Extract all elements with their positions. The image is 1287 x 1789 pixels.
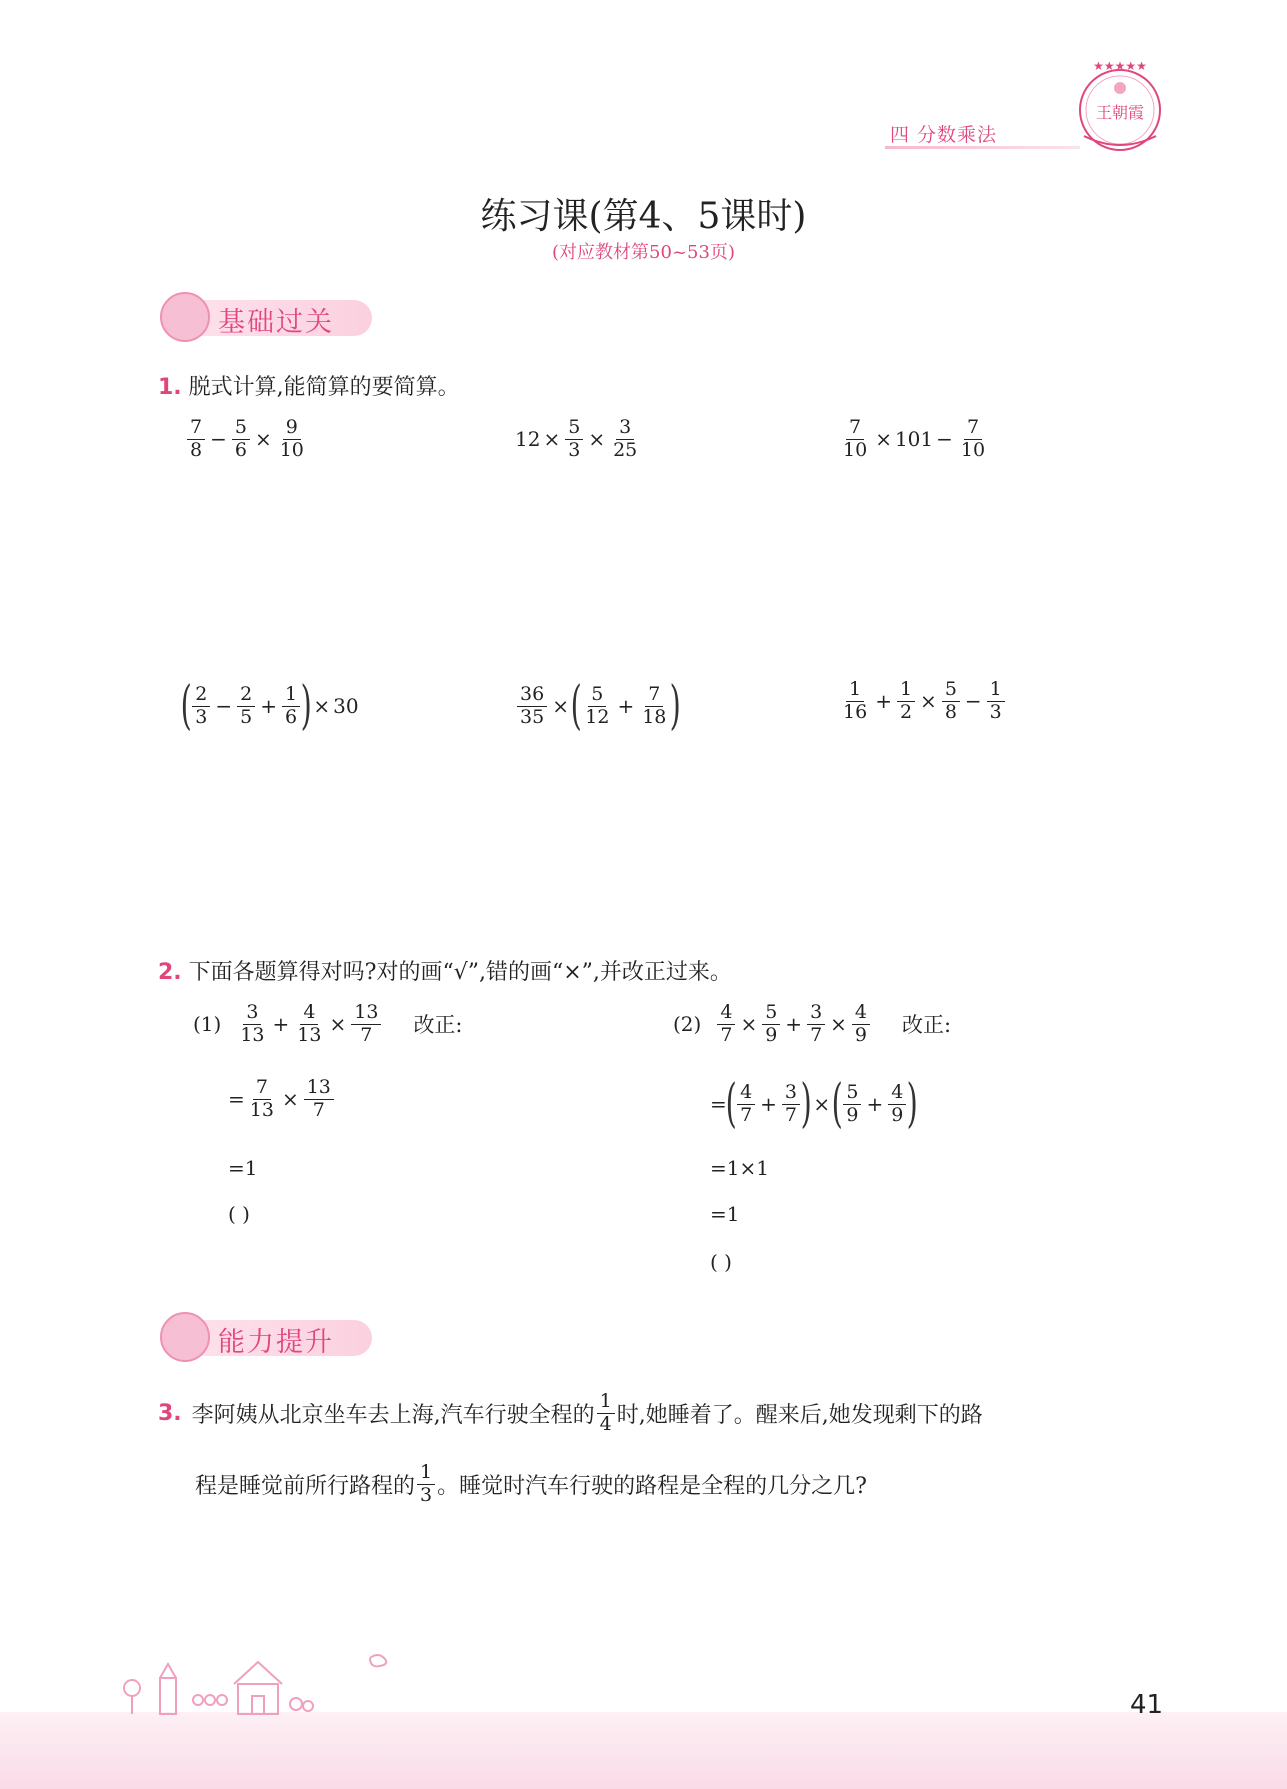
page-number: 41 xyxy=(1130,1690,1164,1720)
expression-1e: $\frac{36}{35}$ × ( $\frac{5}{12}$ + $\frac{7}{18}$ ) xyxy=(515,680,680,732)
fraction: $\frac{1}{3}$ xyxy=(987,680,1005,723)
part-label: (1) xyxy=(193,1012,222,1037)
expression-1a: $\frac{7}{8}$ − $\frac{5}{6}$ × $\frac{9}{10}$ xyxy=(185,418,309,461)
page-subtitle: (对应教材第50~53页) xyxy=(552,242,735,263)
svg-text:★★★★★: ★★★★★ xyxy=(1093,59,1147,73)
question-1 xyxy=(158,370,460,401)
q2-part2-step3: =1 xyxy=(710,1202,740,1226)
fraction: $\frac{2}{5}$ xyxy=(237,685,255,728)
svg-text:王朝霞: 王朝霞 xyxy=(1095,103,1145,122)
fraction: $\frac{3}{7}$ xyxy=(782,1083,800,1126)
question-2 xyxy=(158,955,732,986)
fraction: $\frac{4}{9}$ xyxy=(852,1003,870,1046)
fraction: $\frac{7}{10}$ xyxy=(843,416,868,461)
q2-part2-step2: =1×1 xyxy=(710,1156,769,1180)
q2-part1-expression: (1) $\frac{3}{13}$ + $\frac{4}{13}$ × $\frac{13}{7}$ 改正: xyxy=(193,1001,463,1046)
expression-1b: 12 × $\frac{5}{3}$ × $\frac{3}{25}$ xyxy=(515,418,642,461)
q2-part1-step1: = $\frac{7}{13}$ × $\frac{13}{7}$ xyxy=(228,1078,336,1121)
question-text: 程是睡觉前所行路程的 xyxy=(195,1473,416,1499)
question-text: 脱式计算,能简算的要简算。 xyxy=(188,375,460,400)
q2-part2-expression: (2) $\frac{4}{7}$ × $\frac{5}{9}$ + $\frac{3}{7}$ × $\frac{4}{9}$ 改正: xyxy=(673,1001,952,1046)
town-illustration-icon xyxy=(120,1648,440,1718)
section-title-advanced: 能力提升 xyxy=(218,1327,334,1358)
fraction: $\frac{13}{7}$ xyxy=(351,1003,381,1046)
fraction: $\frac{5}{6}$ xyxy=(232,418,250,461)
fraction: $\frac{5}{8}$ xyxy=(942,680,960,723)
question-text: 。睡觉时汽车行驶的路程是全程的几分之几? xyxy=(437,1473,867,1499)
fraction: $\frac{7}{8}$ xyxy=(187,418,205,461)
q2-part1-step2: =1 xyxy=(228,1156,258,1180)
section-banner-advanced xyxy=(160,1312,380,1358)
question-number: 2. xyxy=(158,960,182,985)
fraction: $\frac{9}{10}$ xyxy=(279,416,304,461)
section-title-basic: 基础过关 xyxy=(218,307,334,338)
footer-band xyxy=(0,1712,1287,1789)
chapter-label: 四 分数乘法 xyxy=(890,124,998,146)
fraction: $\frac{13}{7}$ xyxy=(304,1078,334,1121)
question-text: 李阿姨从北京坐车去上海,汽车行驶全程的 xyxy=(191,1402,595,1428)
question-number: 1. xyxy=(158,375,182,400)
fraction: $\frac{1}{6}$ xyxy=(282,685,300,728)
question-number: 3. xyxy=(158,1400,182,1426)
chapter-underline xyxy=(885,146,1080,149)
fraction: $\frac{5}{12}$ xyxy=(585,682,610,728)
fraction: $\frac{4}{9}$ xyxy=(888,1083,906,1126)
fraction: $\frac{3}{25}$ xyxy=(613,416,638,461)
fraction: $\frac{4}{7}$ xyxy=(717,1003,735,1046)
expression-1f: $\frac{1}{16}$ + $\frac{1}{2}$ × $\frac{5}{8}$ − $\frac{1}{3}$ xyxy=(838,680,1007,723)
question-text: 时,她睡着了。醒来后,她发现剩下的路 xyxy=(616,1402,983,1428)
q2-part2-step1: = ( $\frac{4}{7}$ + $\frac{3}{7}$ ) × ( $\frac{5}{9}$ + $\frac{4}{9}$ ) xyxy=(710,1074,919,1134)
fraction: $\frac{7}{10}$ xyxy=(960,416,986,461)
fix-label: 改正: xyxy=(902,1013,952,1038)
q2-part1-answer-blank[interactable]: ( ) xyxy=(228,1202,250,1226)
fraction: $\frac{5}{9}$ xyxy=(843,1083,861,1126)
fraction: $\frac{7}{13}$ xyxy=(249,1076,274,1121)
fraction: $\frac{2}{3}$ xyxy=(192,685,210,728)
expression-1c: $\frac{7}{10}$ × 101 − $\frac{7}{10}$ xyxy=(838,418,990,461)
fraction: $\frac{1}{4}$ xyxy=(597,1392,615,1435)
brand-seal-logo xyxy=(1070,58,1170,158)
fraction: $\frac{5}{9}$ xyxy=(762,1003,780,1046)
fraction: $\frac{1}{2}$ xyxy=(897,680,915,723)
expression-1d: ( $\frac{2}{3}$ − $\frac{2}{5}$ + $\frac{1}{6}$ ) × 30 xyxy=(180,676,359,736)
page-title: 练习课(第4、5课时) xyxy=(480,196,807,237)
fraction: $\frac{1}{16}$ xyxy=(843,678,868,723)
fraction: $\frac{3}{13}$ xyxy=(240,1001,265,1046)
section-banner-basic xyxy=(160,292,380,338)
fraction: $\frac{5}{3}$ xyxy=(565,418,583,461)
question-text: 下面各题算得对吗?对的画“√”,错的画“×”,并改正过来。 xyxy=(188,960,732,985)
fraction: $\frac{7}{18}$ xyxy=(642,682,667,728)
fraction: $\frac{3}{7}$ xyxy=(807,1003,825,1046)
fraction: $\frac{4}{7}$ xyxy=(737,1083,755,1126)
q2-part2-answer-blank[interactable]: ( ) xyxy=(710,1250,732,1274)
fraction: $\frac{36}{35}$ xyxy=(517,685,547,728)
fraction: $\frac{1}{3}$ xyxy=(417,1463,435,1506)
mascot-icon xyxy=(160,292,210,342)
fraction: $\frac{4}{13}$ xyxy=(297,1001,322,1046)
question-3-line2 xyxy=(195,1463,867,1506)
part-label: (2) xyxy=(673,1012,702,1037)
question-3-line1 xyxy=(158,1392,983,1435)
mascot-icon xyxy=(160,1312,210,1362)
fix-label: 改正: xyxy=(413,1013,463,1038)
